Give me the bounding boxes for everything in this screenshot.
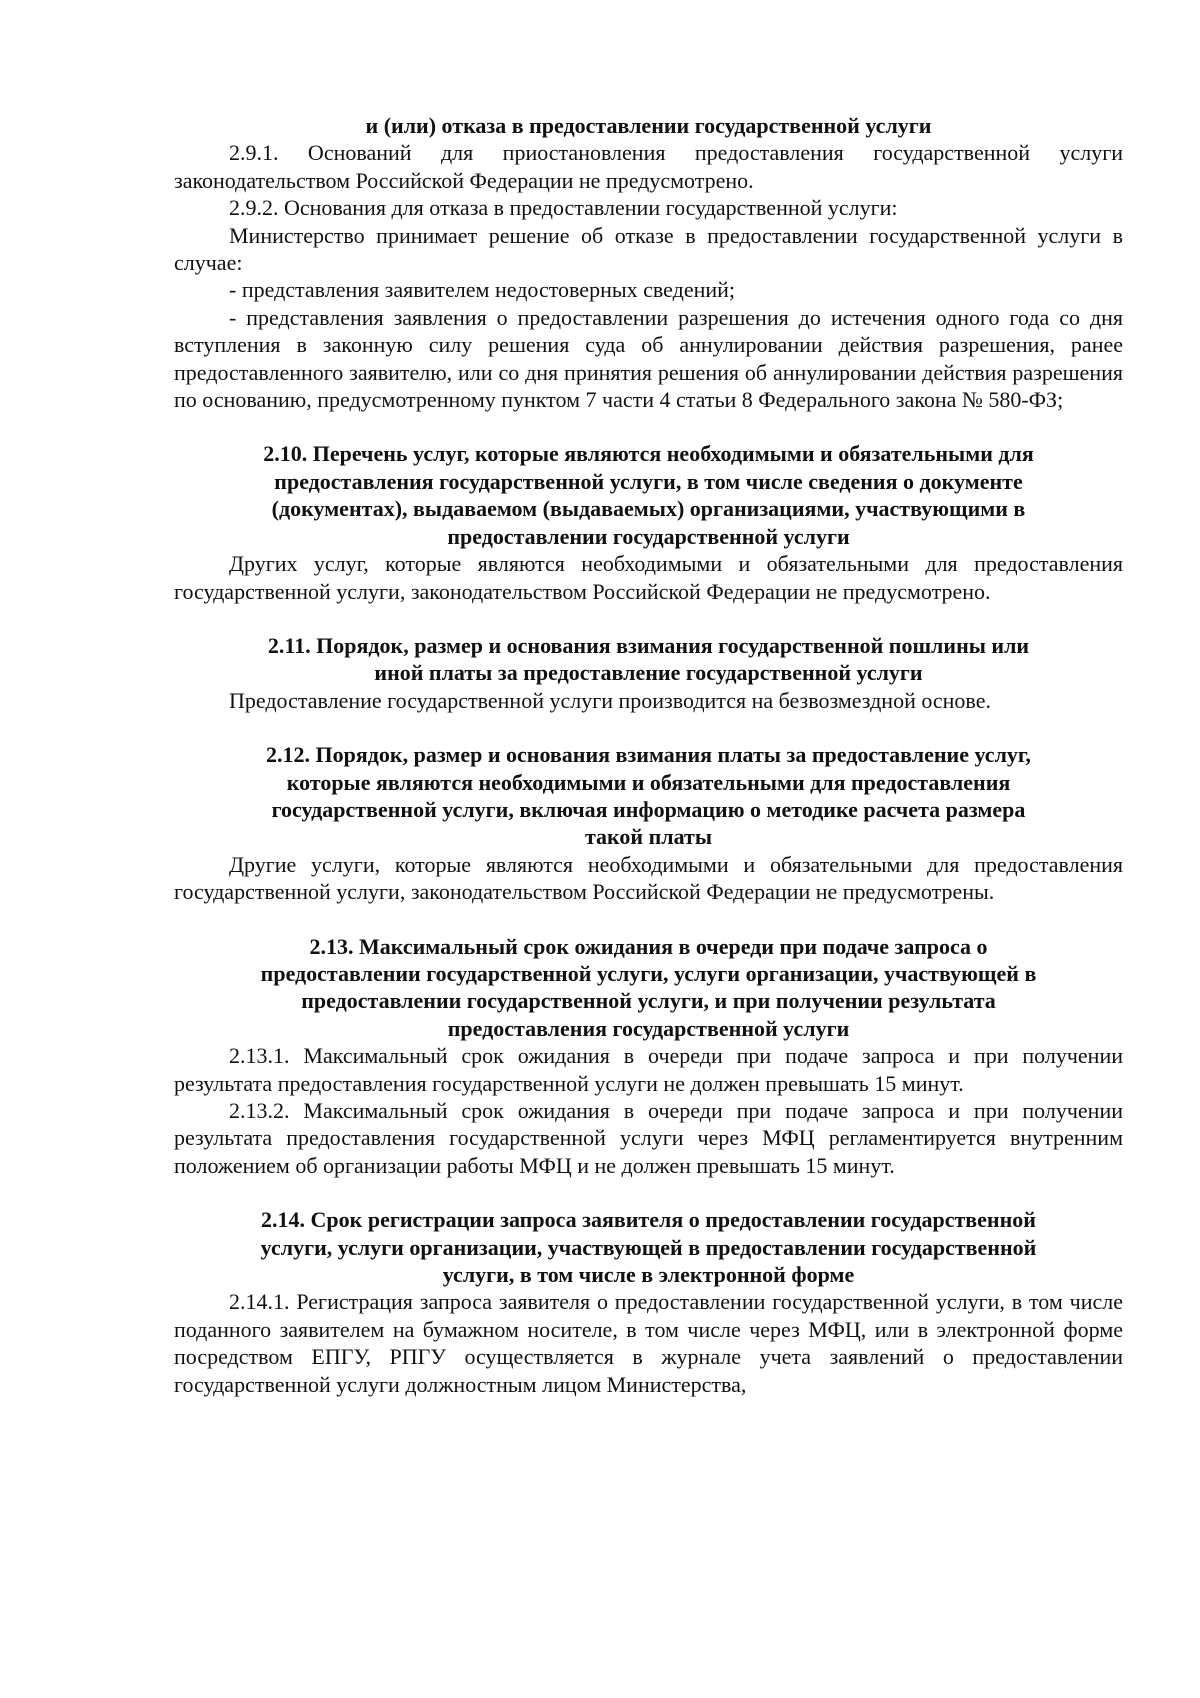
- section-gap: [174, 714, 1123, 741]
- section-gap: [174, 605, 1123, 632]
- paragraph-2-9-2: 2.9.2. Основания для отказа в предоставлении государственной услуги:: [229, 195, 898, 221]
- section-heading-2-10: 2.10. Перечень услуг, которые являются необходимыми и обязательными для предоставления государственной услуги, в том числе сведения о документе (документах), выдаваемом (выдаваемых) организациями, участвующими в предоставлении государственной услуги: [263, 441, 1034, 549]
- list-item-repeat-application: - представления заявления о предоставлении разрешения до истечения одного года со дня вступления в законную силу решения суда об аннулировании действия разрешения, ранее предоставленного заявителю, или со дня принятия решения об аннулировании действия разрешения по основанию, предусмотренному пунктом 7 части 4 статьи 8 Федерального закона № 580-ФЗ;: [174, 304, 1123, 413]
- section-heading-2-9-cont: и (или) отказа в предоставлении государственной услуги: [365, 113, 932, 138]
- paragraph-2-10: Других услуг, которые являются необходимыми и обязательными для предоставления государственной услуги, законодательством Российской Федерации не предусмотрено.: [174, 551, 1123, 604]
- paragraph-2-11: Предоставление государственной услуги производится на безвозмездной основе.: [229, 687, 991, 713]
- paragraph-2-12: Другие услуги, которые являются необходимыми и обязательными для предоставления государственной услуги, законодательством Российской Федерации не предусмотрены.: [174, 851, 1123, 905]
- document-page: [174, 112, 1123, 1398]
- list-item-false-info: - представления заявителем недостоверных сведений;: [229, 277, 736, 303]
- paragraph-2-13-1: 2.13.1. Максимальный срок ожидания в очереди при подаче запроса и при получении результата предоставления государственной услуги не должен превышать 15 минут.: [174, 1043, 1123, 1096]
- paragraph-ministry-decision: Министерство принимает решение об отказе в предоставлении государственной услуги в случае:: [174, 222, 1123, 276]
- section-gap: [174, 413, 1123, 440]
- section-heading-2-12: 2.12. Порядок, размер и основания взимания платы за предоставление услуг, которые являются необходимыми и обязательными для предоставления государственной услуги, включая информацию о методике расчета размера такой платы: [266, 742, 1031, 850]
- section-heading-2-13: 2.13. Максимальный срок ожидания в очереди при подаче запроса о предоставлении государственной услуги, услуги организации, участвующей в предоставлении государственной услуги, и при получении результата предоставления государственной услуги: [260, 933, 1037, 1041]
- paragraph-2-9-1: 2.9.1. Оснований для приостановления предоставления государственной услуги законодательством Российской Федерации не предусмотрено.: [174, 140, 1123, 193]
- section-gap: [174, 906, 1123, 933]
- section-gap: [174, 1179, 1123, 1206]
- paragraph-2-13-2: 2.13.2. Максимальный срок ожидания в очереди при подаче запроса и при получении результата предоставления государственной услуги через МФЦ регламентируется внутренним положением об организации работы МФЦ и не должен превышать 15 минут.: [174, 1098, 1123, 1178]
- section-heading-2-11: 2.11. Порядок, размер и основания взимания государственной пошлины или иной платы за предоставление государственной услуги: [267, 632, 1030, 686]
- paragraph-2-14-1: 2.14.1. Регистрация запроса заявителя о предоставлении государственной услуги, в том числе поданного заявителем на бумажном носителе, в том числе через МФЦ, или в электронной форме посредством ЕПГУ, РПГУ осуществляется в журнале учета заявлений о предоставлении государственной услуги должностным лицом Министерства,: [174, 1289, 1123, 1397]
- section-heading-2-14: 2.14. Срок регистрации запроса заявителя о предоставлении государственной услуги, услуги организации, участвующей в предоставлении государственной услуги, в том числе в электронной форме: [260, 1207, 1037, 1288]
